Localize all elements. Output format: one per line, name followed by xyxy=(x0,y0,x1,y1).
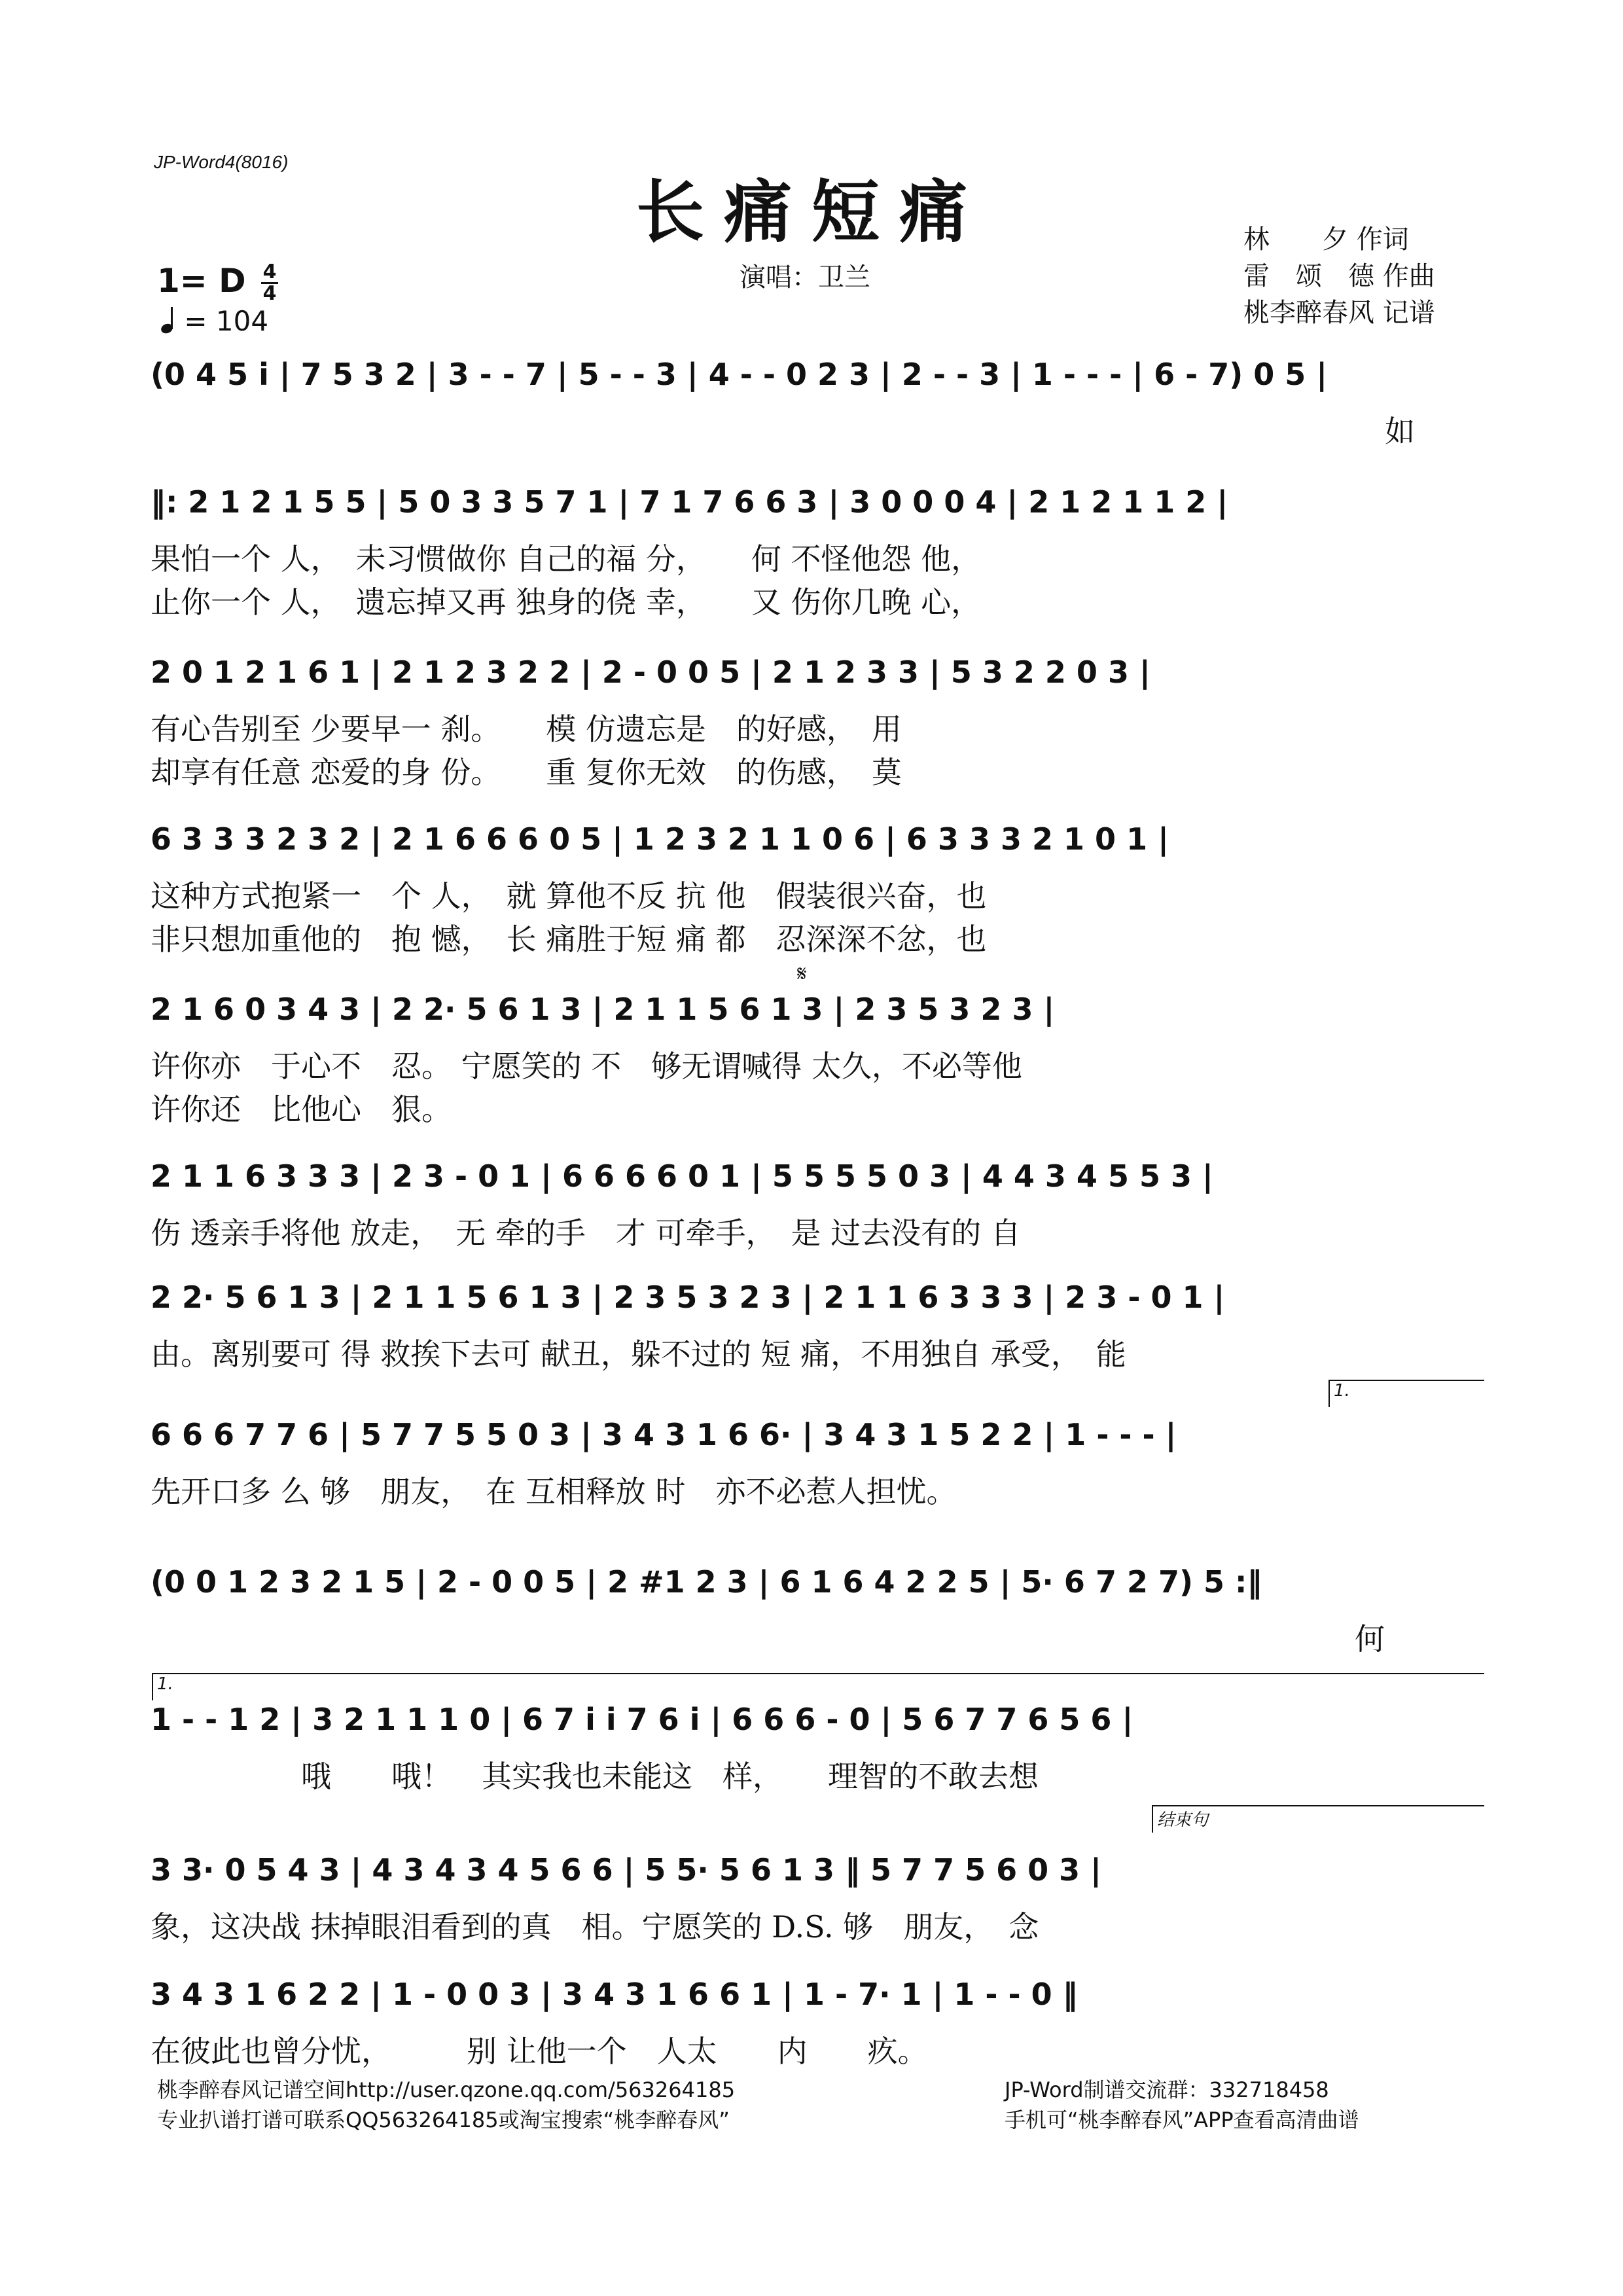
lyric-line: 象，这决战 抹掉眼泪看到的真 相。宁愿笑的 D.S. 够 朋友， 念 xyxy=(151,1909,1039,1945)
footer-right-line-2: 手机可“桃李醉春风”APP查看高清曲谱 xyxy=(1005,2108,1359,2132)
time-bottom: 4 xyxy=(262,282,277,305)
lyric-line: 这种方式抱紧一 个 人， 就 算他不反 抗 他 假装很兴奋，也 xyxy=(151,878,987,914)
time-signature xyxy=(261,262,278,304)
volta-bracket-1-second: 1. xyxy=(152,1673,1484,1700)
quarter-note-icon xyxy=(161,307,175,333)
lyricist: 林 夕 作词 xyxy=(1243,224,1409,255)
song-title: 长痛短痛 xyxy=(635,171,987,252)
lyric-line: 由。离别要可 得 救挨下去可 献丑，躲不过的 短 痛，不用独自 承受， 能 xyxy=(151,1336,1126,1372)
singer-label: 演唱：卫兰 xyxy=(740,262,870,293)
key-signature xyxy=(157,262,278,304)
time-top: 4 xyxy=(262,260,277,283)
segno-icon: 𝄋 xyxy=(797,961,807,987)
notation-line: 6 3 3 3 2 3 2 | 2 1 6 6 6 0 5 | 1 2 3 2 1 1 0 6 | 6 3 3 3 2 1 0 1 | xyxy=(151,821,1169,857)
composer: 雷 颂 德 作曲 xyxy=(1243,261,1435,291)
transcriber: 桃李醉春风 记谱 xyxy=(1243,298,1435,328)
lyric-line: 伤 透亲手将他 放走， 无 牵的手 才 可牵手， 是 过去没有的 自 xyxy=(151,1215,1021,1251)
notation-line: 2 2· 5 6 1 3 | 2 1 1 5 6 1 3 | 2 3 5 3 2 3 | 2 1 1 6 3 3 3 | 2 3 - 0 1 | xyxy=(151,1280,1225,1315)
notation-line: 2 0 1 2 1 6 1 | 2 1 2 3 2 2 | 2 - 0 0 5 | 2 1 2 3 3 | 5 3 2 2 0 3 | xyxy=(151,655,1150,690)
credits xyxy=(1243,221,1435,331)
lyric-line: 何 xyxy=(151,1621,1385,1657)
notation-line: (0 0 1 2 3 2 1 5 | 2 - 0 0 5 | 2 #1 2 3 | 6 1 6 4 2 2 5 | 5· 6 7 2 7) 5 :‖ xyxy=(151,1564,1262,1600)
lyric-line: 止你一个 人， 遗忘掉又再 独身的侥 幸， 又 伤你几晚 心， xyxy=(151,584,982,620)
lyric-line: 先开口多 么 够 朋友， 在 互相释放 时 亦不必惹人担忧。 xyxy=(151,1474,957,1509)
notation-line: (0 4 5 i | 7 5 3 2 | 3 - - 7 | 5 - - 3 | 4 - - 0 2 3 | 2 - - 3 | 1 - - - | 6 - 7) 0 5 | xyxy=(151,357,1328,392)
footer-left-line-1: 桃李醉春风记谱空间http://user.qzone.qq.com/563264185 xyxy=(157,2077,736,2102)
lyric-line: 有心告别至 少要早一 刹。 模 仿遗忘是 的好感， 用 xyxy=(151,711,902,747)
notation-line: 6 6 6 7 7 6 | 5 7 7 5 5 0 3 | 3 4 3 1 6 6· | 3 4 3 1 5 2 2 | 1 - - - | xyxy=(151,1417,1177,1452)
notation-line: 1 - - 1 2 | 3 2 1 1 1 0 | 6 7 i i 7 6 i | 6 6 6 - 0 | 5 6 7 7 6 5 6 | xyxy=(151,1702,1133,1737)
footer-left-line-2: 专业扒谱打谱可联系QQ563264185或淘宝搜索“桃李醉春风” xyxy=(157,2108,730,2132)
notation-line: 2 1 1 6 3 3 3 | 2 3 - 0 1 | 6 6 6 6 0 1 | 5 5 5 5 0 3 | 4 4 3 4 5 5 3 | xyxy=(151,1158,1213,1194)
coda-bracket: 结束句 xyxy=(1152,1805,1484,1833)
key-text: 1= D xyxy=(157,262,246,300)
footer-left xyxy=(157,2075,735,2135)
notation-line: ‖: 2 1 2 1 5 5 | 5 0 3 3 5 7 1 | 7 1 7 6 6 3 | 3 0 0 0 4 | 2 1 2 1 1 2 | xyxy=(151,484,1228,520)
lyric-line: 哦 哦！ 其实我也未能这 样， 理智的不敢去想 xyxy=(151,1759,1039,1794)
volta-bracket-1: 1. xyxy=(1329,1380,1484,1407)
footer-right xyxy=(1005,2075,1359,2135)
lyric-line: 非只想加重他的 抱 憾， 长 痛胜于短 痛 都 忍深深不忿，也 xyxy=(151,922,987,957)
lyric-line: 却享有任意 恋爱的身 份。 重 复你无效 的伤感， 莫 xyxy=(151,755,902,790)
notation-line: 2 1 6 0 3 4 3 | 2 2· 5 6 1 3 | 2 1 1 5 6 1 3 | 2 3 5 3 2 3 | xyxy=(151,992,1055,1027)
notation-line: 3 3· 0 5 4 3 | 4 3 4 3 4 5 6 6 | 5 5· 5 6 1 3 ‖ 5 7 7 5 6 0 3 | xyxy=(151,1852,1101,1888)
lyric-line: 如 xyxy=(151,414,1415,449)
notation-line: 3 4 3 1 6 2 2 | 1 - 0 0 3 | 3 4 3 1 6 6 1 | 1 - 7· 1 | 1 - - 0 ‖ xyxy=(151,1977,1078,2012)
software-label: JP-Word4(8016) xyxy=(154,152,289,172)
footer-right-line-1: JP-Word制谱交流群：332718458 xyxy=(1005,2077,1329,2102)
tempo-text: = 104 xyxy=(184,305,269,337)
tempo-marking xyxy=(161,305,268,337)
lyric-line: 许你亦 于心不 忍。 宁愿笑的 不 够无谓喊得 太久，不必等他 xyxy=(151,1049,1022,1084)
lyric-line: 果怕一个 人， 未习惯做你 自己的福 分， 何 不怪他怨 他， xyxy=(151,541,982,577)
lyric-line: 在彼此也曾分忧， 别 让他一个 人太 内 疚。 xyxy=(151,2034,928,2069)
lyric-line: 许你还 比他心 狠。 xyxy=(151,1092,452,1127)
